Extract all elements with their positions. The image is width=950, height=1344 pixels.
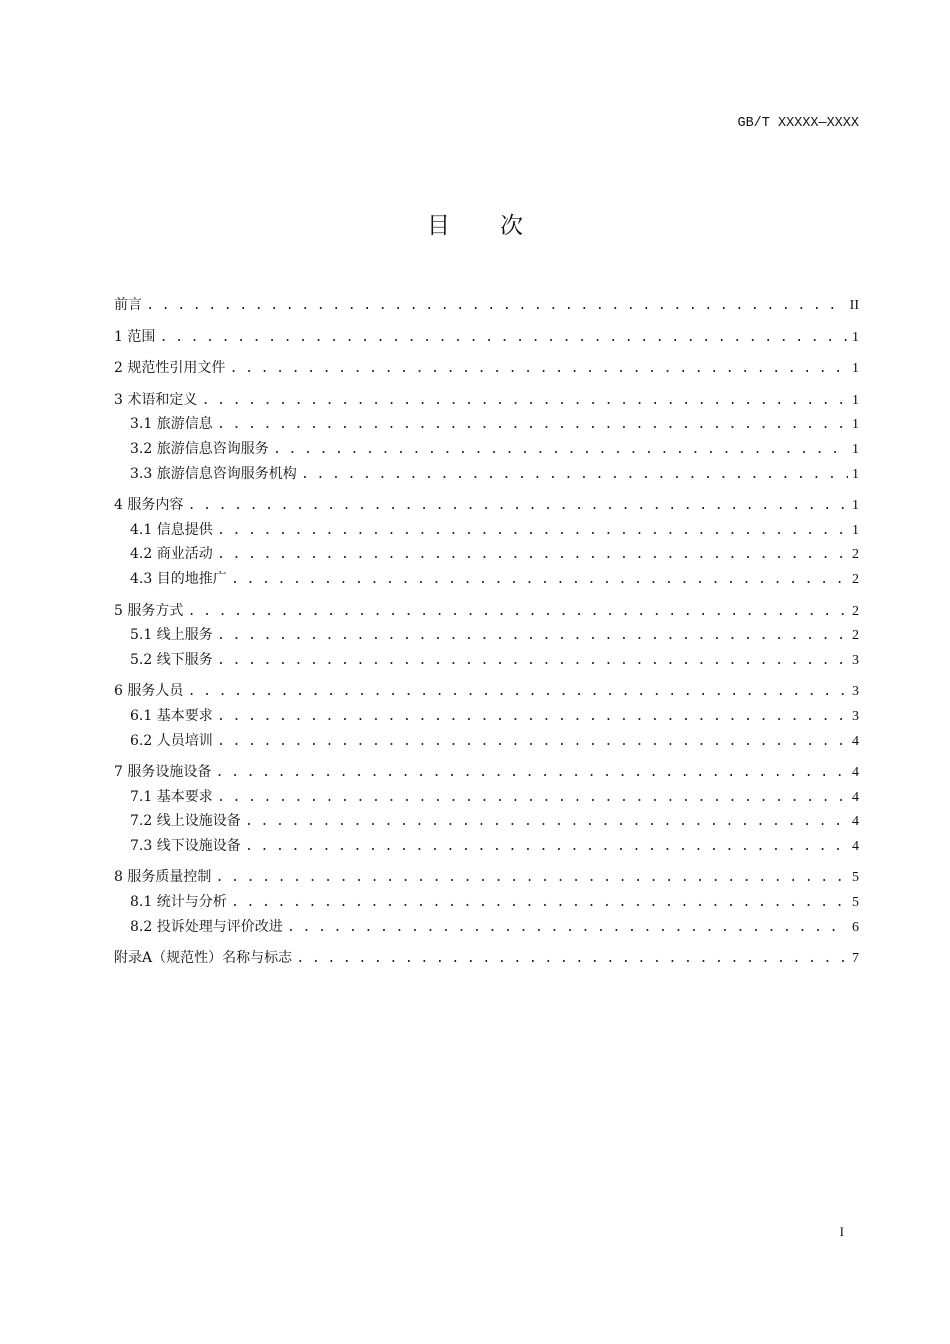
toc-entry-label: 8.1 统计与分析 bbox=[130, 894, 227, 911]
toc-entry-page: 2 bbox=[852, 547, 859, 563]
toc-entry-page: 1 bbox=[852, 329, 859, 345]
toc-entry-page: 1 bbox=[852, 522, 859, 538]
dot-leader bbox=[217, 413, 848, 438]
toc-entry-label: 3 术语和定义 bbox=[114, 391, 198, 408]
toc-entry-label: 8.2 投诉处理与评价改进 bbox=[130, 918, 283, 935]
toc-entry-label: 4.2 商业活动 bbox=[130, 546, 213, 563]
toc-entry-label: 7.2 线上设施设备 bbox=[130, 813, 241, 830]
toc-entry[interactable] bbox=[114, 567, 859, 592]
toc-entry-page: 4 bbox=[852, 765, 859, 781]
toc-entry[interactable] bbox=[114, 704, 859, 729]
dot-leader bbox=[245, 810, 848, 835]
page-number: I bbox=[839, 1224, 844, 1239]
toc-entry[interactable] bbox=[114, 865, 859, 890]
toc-entry-page: 1 bbox=[852, 417, 859, 433]
toc-entry[interactable] bbox=[114, 760, 859, 785]
dot-leader bbox=[229, 357, 848, 382]
dot-leader bbox=[296, 947, 848, 972]
toc-entry-label: 3.1 旅游信息 bbox=[130, 416, 213, 433]
toc-entry-page: 1 bbox=[852, 392, 859, 408]
dot-leader bbox=[217, 649, 848, 674]
toc-entry-page: 1 bbox=[852, 361, 859, 377]
toc-entry[interactable] bbox=[114, 729, 859, 754]
toc-entry-label: 5 服务方式 bbox=[114, 602, 184, 619]
toc-entry-label: 5.1 线上服务 bbox=[130, 627, 213, 644]
toc-entry-page: 3 bbox=[852, 684, 859, 700]
dot-leader bbox=[231, 568, 848, 593]
toc-entry-page: 3 bbox=[852, 652, 859, 668]
toc-entry-label: 4.1 信息提供 bbox=[130, 521, 213, 538]
toc-entry-label: 6.2 人员培训 bbox=[130, 732, 213, 749]
toc-entry-label: 前言 bbox=[114, 297, 142, 313]
toc-entry[interactable] bbox=[114, 437, 859, 462]
toc-entry-label: 3.3 旅游信息咨询服务机构 bbox=[130, 465, 297, 482]
toc-entry-label: 4 服务内容 bbox=[114, 497, 184, 514]
dot-leader bbox=[215, 761, 848, 786]
dot-leader bbox=[201, 389, 848, 414]
dot-leader bbox=[217, 705, 848, 730]
toc-entry-page: 4 bbox=[852, 733, 859, 749]
toc-entry-label: 5.2 线下服务 bbox=[130, 651, 213, 668]
page-title: 目次 bbox=[427, 213, 573, 239]
dot-leader bbox=[187, 600, 848, 625]
dot-leader bbox=[217, 624, 848, 649]
dot-leader bbox=[231, 891, 848, 916]
toc-entry-label: 3.2 旅游信息咨询服务 bbox=[130, 440, 269, 457]
dot-leader bbox=[301, 463, 848, 488]
dot-leader bbox=[217, 786, 848, 811]
toc-entry-label: 7 服务设施设备 bbox=[114, 764, 212, 781]
toc-entry[interactable] bbox=[114, 293, 859, 318]
toc-entry[interactable] bbox=[114, 623, 859, 648]
toc-entry-page: 1 bbox=[852, 498, 859, 514]
toc-entry-label: 4.3 目的地推广 bbox=[130, 570, 227, 587]
toc-entry-label: 1 范围 bbox=[114, 328, 156, 345]
toc-entry[interactable] bbox=[114, 412, 859, 437]
toc-entry[interactable] bbox=[114, 493, 859, 518]
toc-entry-label: 6.1 基本要求 bbox=[130, 707, 213, 724]
toc-entry[interactable] bbox=[114, 462, 859, 487]
dot-leader bbox=[217, 730, 848, 755]
dot-leader bbox=[245, 835, 848, 860]
toc-entry-page: 2 bbox=[852, 603, 859, 619]
toc-entry-page: 1 bbox=[852, 466, 859, 482]
toc-entry[interactable] bbox=[114, 946, 859, 971]
toc-entry[interactable] bbox=[114, 388, 859, 413]
toc-entry[interactable] bbox=[114, 679, 859, 704]
toc-entry-page: 4 bbox=[852, 814, 859, 830]
toc-entry-label: 8 服务质量控制 bbox=[114, 869, 212, 886]
toc-entry-page: 2 bbox=[852, 571, 859, 587]
dot-leader bbox=[287, 916, 848, 941]
toc-entry[interactable] bbox=[114, 915, 859, 940]
toc-entry[interactable] bbox=[114, 542, 859, 567]
toc-entry[interactable] bbox=[114, 809, 859, 834]
toc-entry-label: 6 服务人员 bbox=[114, 683, 184, 700]
toc-entry[interactable] bbox=[114, 648, 859, 673]
toc-entry-page: 5 bbox=[852, 870, 859, 886]
table-of-contents bbox=[114, 293, 859, 971]
dot-leader bbox=[146, 294, 846, 319]
toc-entry-page: 5 bbox=[852, 895, 859, 911]
dot-leader bbox=[187, 680, 848, 705]
toc-entry-page: 4 bbox=[852, 789, 859, 805]
toc-entry[interactable] bbox=[114, 356, 859, 381]
toc-entry-page: 7 bbox=[852, 951, 859, 967]
toc-entry-label: 7.1 基本要求 bbox=[130, 788, 213, 805]
dot-leader bbox=[159, 326, 848, 351]
toc-entry-page: 2 bbox=[852, 628, 859, 644]
dot-leader bbox=[217, 543, 848, 568]
toc-entry-page: 3 bbox=[852, 708, 859, 724]
toc-entry[interactable] bbox=[114, 834, 859, 859]
toc-entry-label: 2 规范性引用文件 bbox=[114, 360, 226, 377]
toc-entry[interactable] bbox=[114, 325, 859, 350]
document-number: GB/T XXXXX—XXXX bbox=[737, 116, 859, 131]
toc-entry[interactable] bbox=[114, 785, 859, 810]
toc-entry-page: II bbox=[849, 298, 859, 313]
dot-leader bbox=[217, 519, 848, 544]
toc-entry-page: 6 bbox=[852, 919, 859, 935]
dot-leader bbox=[273, 438, 848, 463]
toc-entry-page: 1 bbox=[852, 441, 859, 457]
toc-entry-label: 附录A（规范性）名称与标志 bbox=[114, 950, 293, 967]
toc-entry[interactable] bbox=[114, 518, 859, 543]
toc-entry[interactable] bbox=[114, 890, 859, 915]
toc-entry[interactable] bbox=[114, 599, 859, 624]
dot-leader bbox=[187, 494, 848, 519]
toc-entry-page: 4 bbox=[852, 838, 859, 854]
toc-entry-label: 7.3 线下设施设备 bbox=[130, 837, 241, 854]
dot-leader bbox=[215, 866, 848, 891]
